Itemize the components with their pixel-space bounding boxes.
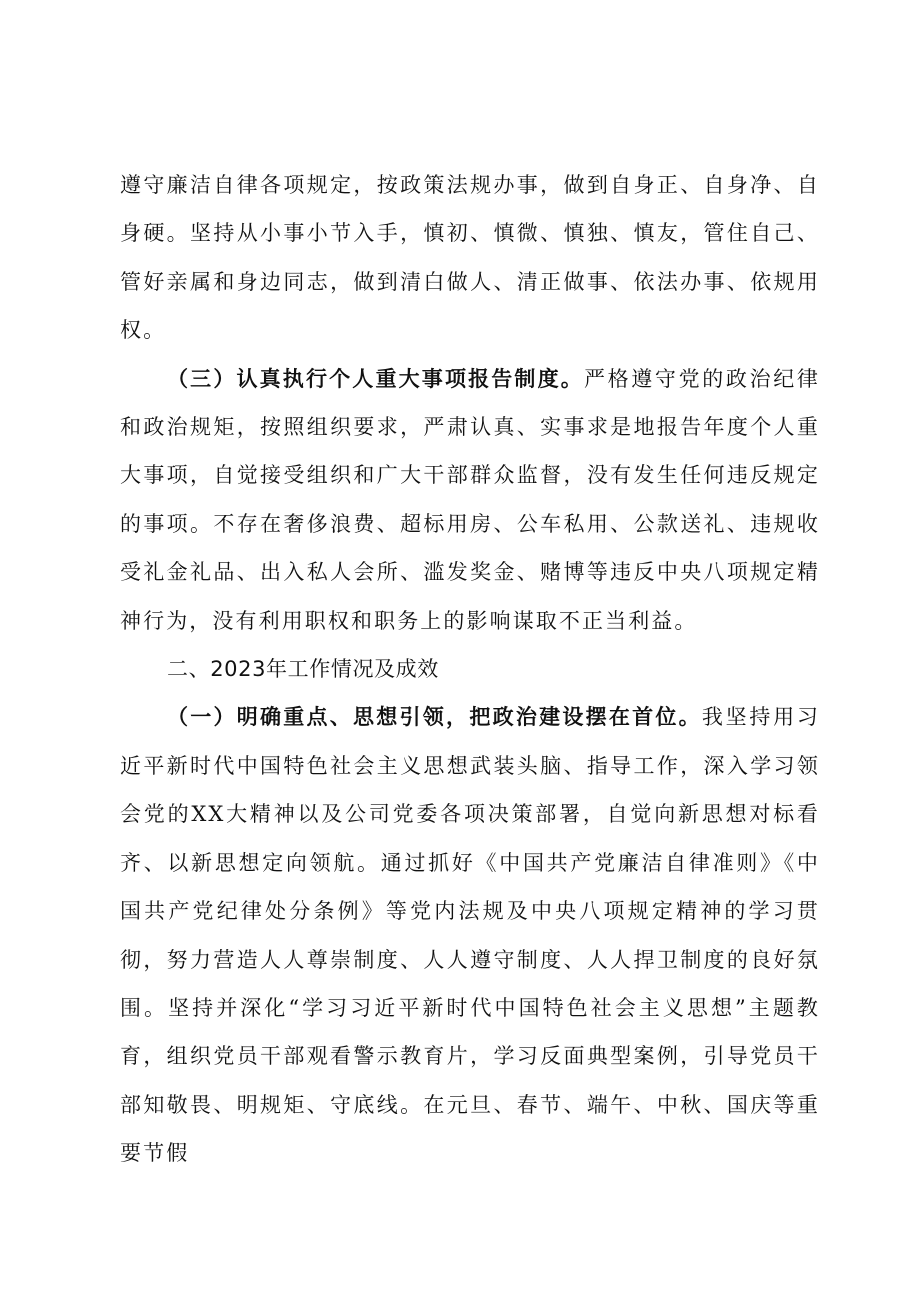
subsection-heading-one: （一）明确重点、思想引领，把政治建设摆在首位。 xyxy=(167,705,702,730)
subsection-heading-three: （三）认真执行个人重大事项报告制度。 xyxy=(167,366,584,391)
paragraph-integrity-rules xyxy=(120,161,820,355)
section-heading-two: 二、2023年工作情况及成效 xyxy=(167,657,439,682)
paragraph-text: 严格遵守党的政治纪律和政治规矩，按照组织要求，严肃认真、实事求是地报告年度个人重大事项，自觉接受组织和广大干部群众监督，没有发生任何违反规定的事项。不存在奢侈浪费、超标用房、公车私用、公款送礼、违规收受礼金礼品、出入私人会所、滥发奖金、赌博等违反中央八项规定精神行为，没有利用职权和职务上的影响谋取不正当利益。 xyxy=(120,366,820,633)
paragraph-political-building xyxy=(120,693,820,1177)
paragraph-text: 我坚持用习近平新时代中国特色社会主义思想武装头脑、指导工作，深入学习领会党的XX大精神以及公司党委各项决策部署，自觉向新思想对标看齐、以新思想定向领航。通过抓好《中国共产党廉洁自律准则》《中国共产党纪律处分条例》等党内法规及中央八项规定精神的学习贯彻，努力营造人人尊崇制度、人人遵守制度、人人捍卫制度的良好氛围。坚持并深化“学习习近平新时代中国特色社会主义思想”主题教育，组织党员干部观看警示教育片，学习反面典型案例，引导党员干部知敬畏、明规矩、守底线。在元旦、春节、端午、中秋、国庆等重要节假 xyxy=(120,705,820,1166)
paragraph-major-matters-report xyxy=(120,355,820,645)
paragraph-text: 遵守廉洁自律各项规定，按政策法规办事，做到自身正、自身净、自身硬。坚持从小事小节入手，慎初、慎微、慎独、慎友，管住自己、管好亲属和身边同志，做到清白做人、清正做事、依法办事、依规用权。 xyxy=(120,173,820,343)
document-body xyxy=(120,161,820,1178)
